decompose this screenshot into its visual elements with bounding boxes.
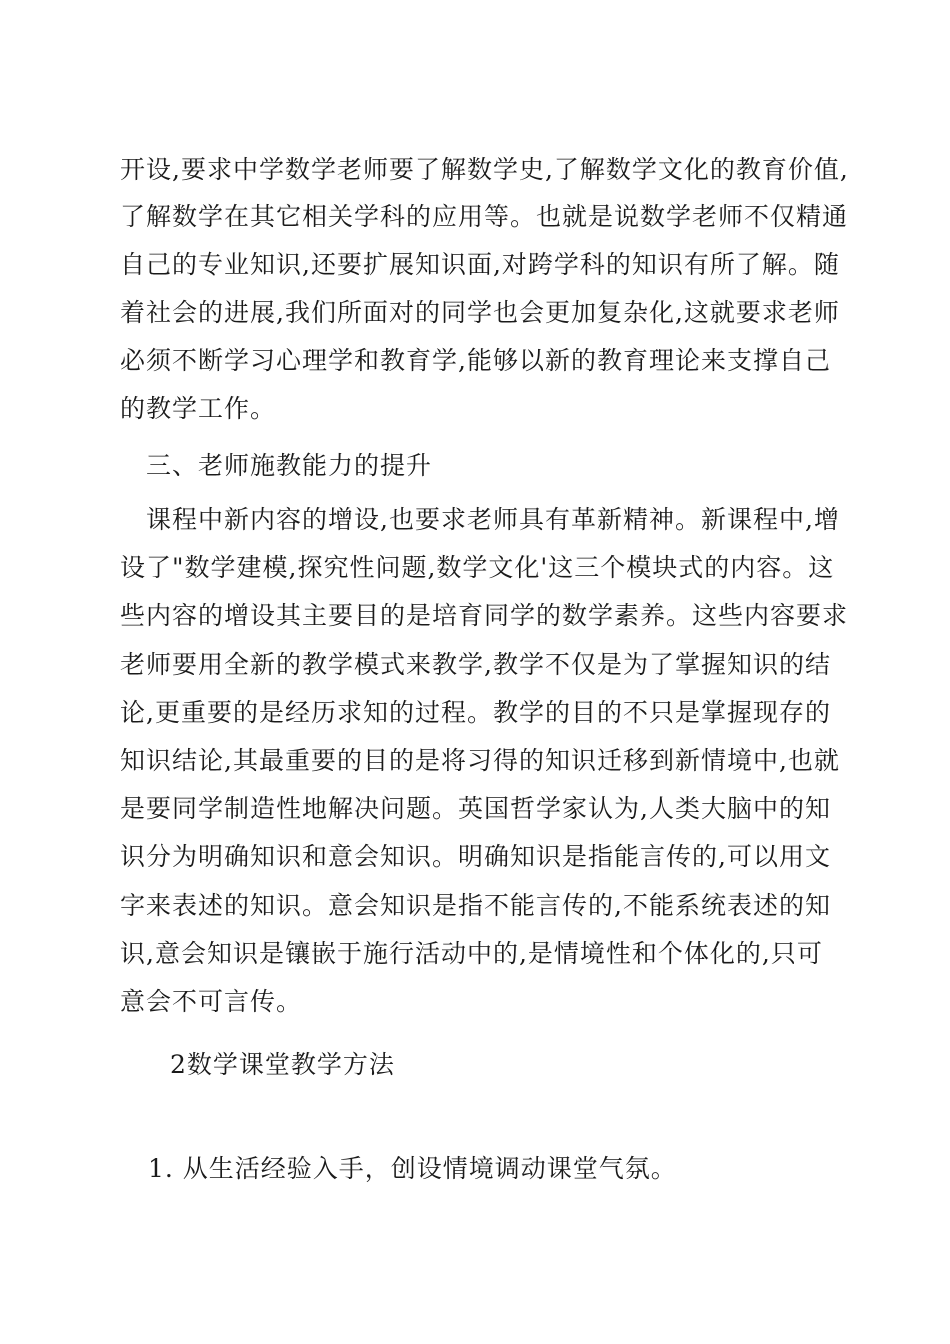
text-line: 意会不可言传。 <box>120 987 303 1016</box>
text-line: 是要同学制造性地解决问题。英国哲学家认为,人类大脑中的知 <box>120 794 831 823</box>
text-line: 论,更重要的是经历求知的过程。教学的目的不只是掌握现存的 <box>120 698 831 727</box>
text-line: 必须不断学习心理学和教育学,能够以新的教育理论来支撑自己 <box>120 346 831 375</box>
text-line: 识,意会知识是镶嵌于施行活动中的,是情境性和个体化的,只可 <box>120 939 823 968</box>
text-line: 老师要用全新的教学模式来教学,教学不仅是为了掌握知识的结 <box>120 650 831 679</box>
text-line: 开设,要求中学数学老师要了解数学史,了解数学文化的教育价值, <box>120 155 849 184</box>
text-line: 字来表述的知识。意会知识是指不能言传的,不能系统表述的知 <box>120 891 831 920</box>
list-item: 1. 从生活经验入手，创设情境调动课堂气氛。 <box>148 1154 677 1183</box>
text-line: 些内容的增设其主要目的是培育同学的数学素养。这些内容要求 <box>120 601 849 630</box>
text-line: 识分为明确知识和意会知识。明确知识是指能言传的,可以用文 <box>120 842 831 871</box>
text-line: 知识结论,其最重要的目的是将习得的知识迁移到新情境中,也就 <box>120 746 840 775</box>
text-line: 设了"数学建模,探究性问题,数学文化'这三个模块式的内容。这 <box>120 553 835 582</box>
text-line: 课程中新内容的增设,也要求老师具有革新精神。新课程中,增 <box>146 505 840 534</box>
section-heading: 三、老师施教能力的提升 <box>146 451 433 480</box>
section-title: 2数学课堂教学方法 <box>170 1050 395 1079</box>
text-line: 着社会的进展,我们所面对的同学也会更加复杂化,这就要求老师 <box>120 298 840 327</box>
text-line: 了解数学在其它相关学科的应用等。也就是说数学老师不仅精通 <box>120 202 849 231</box>
text-line: 的教学工作。 <box>120 394 277 423</box>
text-line: 自己的专业知识,还要扩展知识面,对跨学科的知识有所了解。随 <box>120 250 840 279</box>
